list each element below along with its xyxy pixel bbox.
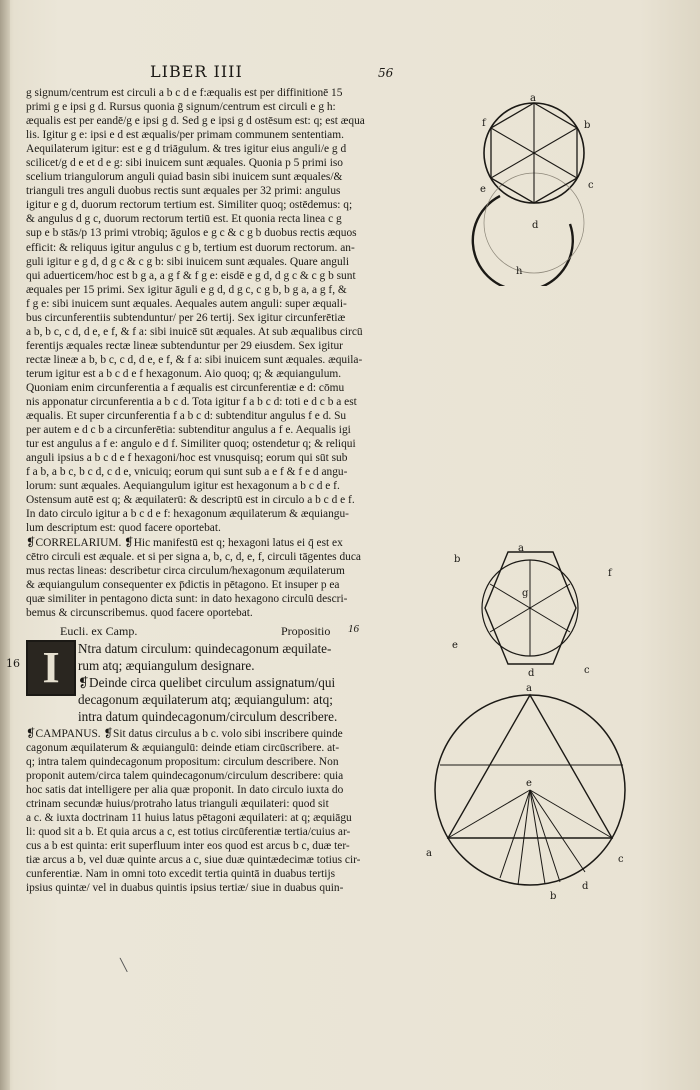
running-head: LIBER IIII	[150, 62, 243, 81]
heading-source: Eucli. ex Camp.	[60, 623, 138, 638]
text-line: Quoniam enim circunferentia a f æqualis est circunferentiæ e d: cōmu	[26, 381, 345, 394]
text-line: guli igitur e g d, d g c & c g b: sibi inuicem sunt æquales. Quare anguli	[26, 255, 349, 268]
text-part-2	[26, 727, 438, 896]
text-line: anguli ipsius a b c d e f hexagoni/hoc est vnusquisq; eorum qui sūt sub	[26, 452, 348, 465]
text-line: intra datum quindecagonum/circulum describere.	[78, 708, 338, 724]
text-line: nis apponatur circunferentia a b c d. Tota igitur f a b c d: toti e d c b a est	[26, 396, 357, 409]
text-line: ❡CAMPANUS. ❡Sit datus circulus a b c. volo sibi inscribere quinde	[26, 727, 343, 740]
text-line: æquales per 15 primi. Sex igitur āguli e g d, d g c, c g b, b g a, a g f, &	[26, 283, 347, 296]
heading-number: 16	[348, 622, 359, 635]
fig2-label: b	[454, 554, 461, 565]
text-line: ipsius quintæ/ vel in duabus quintis ipsius tertiæ/ siue in duabus quin-	[26, 882, 344, 895]
text-line: trianguli tres anguli duobus rectis sunt æquales per 32 primi: angulus	[26, 185, 341, 198]
heading-propositio: Propositio	[281, 623, 331, 638]
text-line: lorum: sunt æquales. Aequiangulum igitur est hexagonum a b c d e f.	[26, 480, 340, 493]
text-line: cunferentiæ. Nam in omni toto excedit tertia quintā in duabus tertijs	[26, 868, 336, 881]
text-line: terum igitur est a b c d e f hexagonum. Aio quoq; q; & æquiangulum.	[26, 367, 342, 380]
text-line: f a b, a b c, b c d, c d e, vnicuiq; eorum qui sunt sub a e f & f e d angu-	[26, 466, 348, 479]
text-line: bemus & circunscribemus. quod facere oportebat.	[26, 606, 253, 619]
text-line: cus a b est quinta: erit superfluum inter eos quod est arcus b c, duæ ter-	[26, 840, 350, 853]
text-line: rectæ lineæ a b, b c, c d, d e, e f, & f a: sibi inuicem sunt æquales. æquila-	[26, 353, 363, 366]
text-line: scilicet/g d e et d e g: sibi inuicem sunt æquales. Quonia p 5 primi iso	[26, 157, 343, 170]
fig1-label: e	[480, 184, 486, 195]
text-line: quæ similiter in pentagono dicta sunt: in dato hexagono circulū descri-	[26, 592, 348, 605]
proposition-heading	[26, 622, 438, 640]
text-line: igitur e g d, duorum rectorum tertium est. Similiter quoq; ostēdemus: q;	[26, 199, 353, 212]
main-text-block	[26, 86, 438, 895]
text-line: q; intra talem quindecagonum propositum: circulum describere. Non	[26, 755, 339, 768]
text-line: In dato circulo igitur a b c d e f: hexagonum æquilaterum & æquiangu-	[26, 508, 349, 521]
text-line: Ntra datum circulum: quindecagonum æquilate-	[78, 640, 332, 656]
fig1-label: c	[588, 180, 594, 191]
proposition-statement	[26, 640, 438, 725]
fig1-label: f	[482, 118, 486, 129]
stray-mark: ╲	[120, 958, 128, 972]
fig3-label: e	[526, 778, 532, 789]
fig2-label: e	[452, 640, 458, 651]
figure-quindecagon-construction	[420, 680, 650, 910]
text-line: rum atq; æquiangulum designare.	[78, 657, 255, 673]
text-line: & angulus d g c, duorum rectorum tertiū est. Et quonia recta linea c g	[26, 213, 342, 226]
fig1-label: b	[584, 120, 591, 131]
text-line: scelium triangulorum anguli quiad basin sibi inuicem sunt æquales/&	[26, 171, 343, 184]
text-line: primi g e ipsi g d. Rursus quonia ḡ signum/centrum est circuli e g h:	[26, 101, 336, 114]
proposition-lines	[26, 640, 438, 725]
text-part-1	[26, 86, 438, 620]
fig3-label: a	[526, 683, 532, 694]
fig3-label: a	[426, 848, 432, 859]
fig3-label: c	[618, 854, 624, 865]
text-line: g signum/centrum est circuli a b c d e f:æqualis est per diffinitionē 15	[26, 87, 343, 99]
text-line: Aequilaterum igitur: est e g d triāgulum. & tres igitur eius anguli/e g d	[26, 143, 347, 156]
fig2-label: f	[608, 568, 612, 579]
text-line: ❡CORRELARIUM. ❡Hic manifestū est q; hexagoni latus ei q̄ est ex	[26, 536, 343, 549]
fig3-label: b	[550, 891, 557, 902]
text-line: proponit autem/circa talem quindecagonum/circulum describere: quia	[26, 769, 344, 782]
text-line: per autem e d c b a circunferētia: subtenditur angulus a f e. Aequalis igi	[26, 424, 351, 437]
text-line: cagonum æquilaterum & æquiangulū: deinde etiam circūscribere. at-	[26, 741, 340, 754]
text-line: a b, b c, c d, d e, e f, & f a: sibi inuicē sūt æquales. At sub æqualibus circū	[26, 325, 363, 338]
text-line: sup e b stās/p 13 primi vtrobiq; āgulos e g c & c g b duobus rectis æquos	[26, 227, 357, 240]
text-line: mus rectas lineas: describetur circa circulum/hexagonum æquilaterum	[26, 564, 345, 577]
text-line: tiæ arcus a b, vel duæ quinte arcus a c, siue duæ quintædecimæ totius cir-	[26, 854, 361, 867]
fig2-label: g	[522, 588, 529, 599]
fig2-label: c	[584, 665, 590, 676]
page-gutter	[0, 0, 10, 1090]
text-line: æqualis. Et super circunferentia f a b c d: subtenditur angulus f e d. Su	[26, 410, 347, 423]
text-line: li: quod sit a b. Et quia arcus a c, est totius circūferentiæ tertia/cuius ar-	[26, 826, 351, 839]
fig2-label: d	[528, 668, 535, 679]
text-line: ctrinam secundæ huius/protraho latus trianguli æquilateri: quod sit	[26, 798, 329, 811]
folio-number: 56	[378, 66, 394, 80]
text-line: & æquiangulum consequenter ex p̄dictis in pētagono. Et insuper p ea	[26, 578, 340, 591]
text-line: cētro circuli est æquale. et si per signa a, b, c, d, e, f, circuli tāgentes duca	[26, 550, 361, 563]
text-line: efficit: & reliquus igitur angulus c g b, tertium est duorum rectorum. an-	[26, 241, 355, 254]
fig1-label: h	[516, 266, 523, 277]
text-line: hoc satis dat intelligere per alia quæ proponit. In dato circulo iuxta do	[26, 783, 344, 796]
fig2-label: a	[518, 543, 524, 554]
text-line: lis. Igitur g e: ipsi e d est æqualis/per primam communem sententiam.	[26, 129, 344, 142]
margin-proposition-number: 16	[6, 657, 20, 670]
fig1-label: a	[530, 93, 536, 104]
text-line: tur est angulus a f e: angulo e d f. Similiter quoq; ostendetur q; & reliqui	[26, 438, 356, 451]
text-line: decagonum æquilaterum atq; æquiangulum: atq;	[78, 691, 333, 707]
figure-hexagon-construction	[452, 86, 622, 286]
text-line: f g e: sibi inuicem sunt æquales. Aequales autem anguli: super æquali-	[26, 297, 347, 310]
dropcap-letter: I	[26, 640, 76, 696]
text-line: ferentijs æquales rectæ lineæ subtenduntur per 29 eiusdem. Sex igitur	[26, 339, 343, 352]
fig1-label: d	[532, 220, 539, 231]
text-line: a c. & iuxta doctrinam 11 huius latus pētagoni æquilateri: at q; æquiāgu	[26, 812, 352, 825]
text-line: qui aduerticem/hoc est b g a, a g f & f g e: eisdē e g d, d g c & c g b sunt	[26, 269, 356, 282]
figure-circumscribed-hexagon	[448, 540, 618, 680]
text-line: æqualis est per eandē/g e ipsi g d. Sed g e ipsi g d ostēsum est: q; est æqua	[26, 115, 365, 128]
text-line: ❡Deinde circa quelibet circulum assignatum/qui	[78, 674, 336, 690]
text-line: Ostensum autē est q; & æquilaterū: & descriptū est in circulo a b c d e f.	[26, 494, 355, 507]
text-line: bus circunferentiis subtenduntur/ per 26 tertij. Sex igitur circunferētiæ	[26, 311, 346, 324]
text-line: lum descriptum est: quod facere oportebat.	[26, 522, 221, 535]
fig3-label: d	[582, 881, 589, 892]
